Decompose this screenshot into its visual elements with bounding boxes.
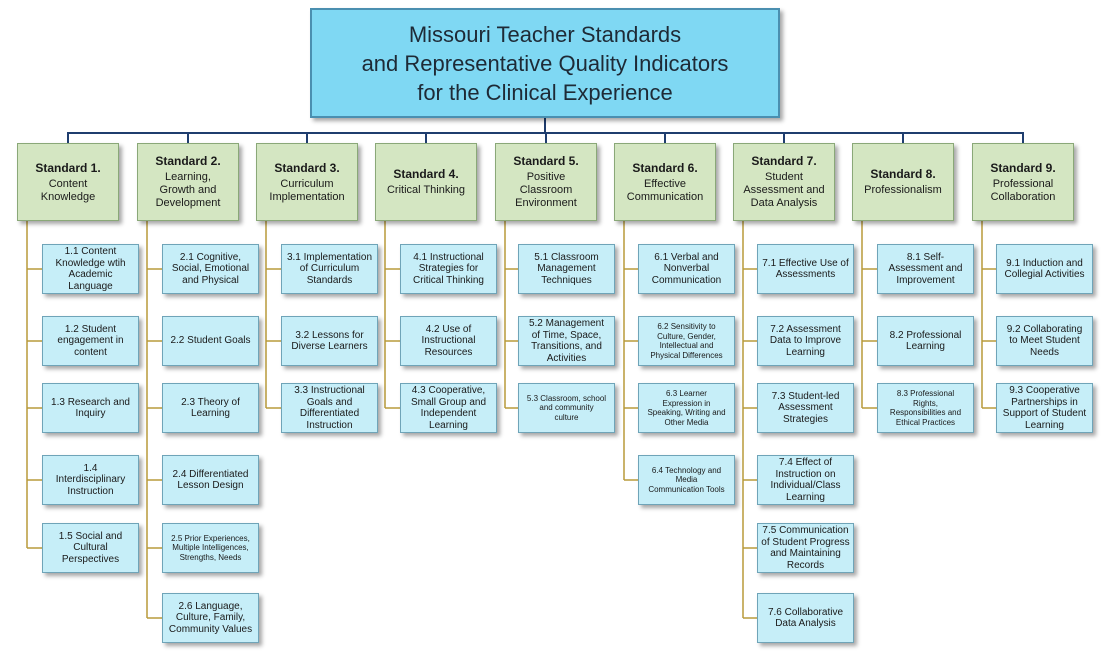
indicator-box bbox=[400, 383, 497, 433]
indicator-box bbox=[162, 455, 259, 505]
indicator-box bbox=[877, 244, 974, 294]
indicator-box bbox=[638, 455, 735, 505]
standard-box-9 bbox=[972, 143, 1074, 221]
indicator-text: 2.6 Language, Culture, Family, Community Values bbox=[168, 600, 253, 635]
indicator-text: 2.3 Theory of Learning bbox=[181, 396, 240, 419]
indicator-text: 2.1 Cognitive, Social, Emotional and Physical bbox=[171, 251, 250, 286]
indicator-text: 3.1 Implementation of Curriculum Standards bbox=[286, 251, 373, 286]
indicator-box bbox=[42, 383, 139, 433]
standard-name: Curriculum Implementation bbox=[269, 177, 345, 203]
title-box bbox=[310, 8, 780, 118]
indicator-text: 7.4 Effect of Instruction on Individual/Class Learning bbox=[770, 457, 841, 503]
standard-box-7 bbox=[733, 143, 835, 221]
indicator-text: 7.1 Effective Use of Assessments bbox=[762, 257, 849, 280]
indicator-text: 4.1 Instructional Strategies for Critical Thinking bbox=[413, 251, 484, 286]
title-line-2: and Representative Quality Indicators bbox=[361, 50, 729, 76]
standard-box-2 bbox=[137, 143, 239, 221]
standard-number: Standard 1. bbox=[35, 160, 101, 175]
standard-number: Standard 2. bbox=[155, 154, 221, 168]
standard-name: Positive Classroom Environment bbox=[515, 171, 577, 209]
indicator-text: 9.1 Induction and Collegial Activities bbox=[1004, 257, 1085, 280]
standard-name: Professional Collaboration bbox=[990, 177, 1056, 203]
indicator-box bbox=[162, 244, 259, 294]
title-line-3: for the Clinical Experience bbox=[417, 79, 673, 105]
standard-box-1 bbox=[17, 143, 119, 221]
indicator-text: 9.2 Collaborating to Meet Student Needs bbox=[1006, 323, 1083, 358]
indicator-box bbox=[757, 383, 854, 433]
indicator-box bbox=[757, 523, 854, 573]
indicator-box bbox=[518, 383, 615, 433]
standard-number: Standard 7. bbox=[751, 154, 817, 168]
indicator-text: 6.3 Learner Expression in Speaking, Writing and Other Media bbox=[647, 389, 726, 427]
indicator-box bbox=[281, 316, 378, 366]
indicator-text: 1.1 Content Knowledge wtih Academic Language bbox=[55, 246, 126, 292]
standard-box-4 bbox=[375, 143, 477, 221]
indicator-box bbox=[518, 316, 615, 366]
indicator-text: 3.2 Lessons for Diverse Learners bbox=[291, 329, 368, 352]
indicator-box bbox=[757, 455, 854, 505]
indicator-box bbox=[757, 593, 854, 643]
indicator-text: 2.2 Student Goals bbox=[170, 335, 251, 347]
standard-number: Standard 6. bbox=[632, 160, 698, 175]
standard-name: Student Assessment and Data Analysis bbox=[743, 171, 825, 209]
standard-number: Standard 4. bbox=[393, 167, 459, 181]
indicator-box bbox=[281, 383, 378, 433]
indicator-text: 5.3 Classroom, school and community culture bbox=[526, 393, 607, 422]
indicator-box bbox=[996, 383, 1093, 433]
indicator-text: 7.3 Student-led Assessment Strategies bbox=[771, 390, 840, 425]
standard-name: Critical Thinking bbox=[386, 184, 466, 196]
standard-box-3 bbox=[256, 143, 358, 221]
indicator-text: 1.3 Research and Inquiry bbox=[51, 396, 130, 419]
indicator-box bbox=[877, 316, 974, 366]
indicator-text: 2.5 Prior Experiences, Multiple Intelligences, Strengths, Needs bbox=[171, 533, 250, 562]
indicator-text: 7.6 Collaborative Data Analysis bbox=[767, 606, 844, 629]
indicator-text: 7.2 Assessment Data to Improve Learning bbox=[769, 323, 842, 358]
standard-number: Standard 5. bbox=[513, 154, 579, 168]
standard-number: Standard 8. bbox=[870, 167, 936, 181]
standard-name: Effective Communication bbox=[626, 177, 704, 203]
indicator-box bbox=[757, 244, 854, 294]
standard-box-6 bbox=[614, 143, 716, 221]
standard-number: Standard 9. bbox=[990, 160, 1056, 175]
indicator-text: 1.5 Social and Cultural Perspectives bbox=[58, 530, 123, 565]
indicator-box bbox=[638, 383, 735, 433]
indicator-box bbox=[757, 316, 854, 366]
indicator-box bbox=[638, 244, 735, 294]
indicator-box bbox=[996, 244, 1093, 294]
standard-number: Standard 3. bbox=[274, 160, 340, 175]
indicator-box bbox=[162, 316, 259, 366]
indicator-box bbox=[162, 383, 259, 433]
title-line-1: Missouri Teacher Standards bbox=[408, 21, 682, 47]
indicator-text: 6.4 Technology and Media Communication Tools bbox=[648, 465, 725, 494]
indicator-box bbox=[877, 383, 974, 433]
indicator-text: 4.3 Cooperative, Small Group and Independent Learning bbox=[410, 385, 487, 431]
indicator-text: 6.1 Verbal and Nonverbal Communication bbox=[651, 251, 722, 286]
indicator-box bbox=[42, 316, 139, 366]
indicator-text: 5.1 Classroom Management Techniques bbox=[534, 251, 599, 286]
indicator-text: 8.1 Self- Assessment and Improvement bbox=[888, 251, 963, 286]
standard-name: Learning, Growth and Development bbox=[155, 171, 221, 209]
indicator-box bbox=[42, 455, 139, 505]
indicator-text: 7.5 Communication of Student Progress and Maintaining Records bbox=[761, 525, 850, 571]
indicator-text: 8.2 Professional Learning bbox=[889, 329, 962, 352]
indicator-text: 2.4 Differentiated Lesson Design bbox=[172, 468, 249, 491]
standard-name: Professionalism bbox=[864, 184, 942, 196]
indicator-text: 9.3 Cooperative Partnerships in Support of Student Learning bbox=[1002, 385, 1087, 431]
indicator-box bbox=[42, 244, 139, 294]
indicator-box bbox=[996, 316, 1093, 366]
indicator-text: 1.2 Student engagement in content bbox=[57, 323, 124, 358]
indicator-text: 5.2 Management of Time, Space, Transitions, and Activities bbox=[528, 318, 605, 364]
indicator-box bbox=[518, 244, 615, 294]
standard-name: Content Knowledge bbox=[40, 177, 96, 203]
indicator-text: 1.4 Interdisciplinary Instruction bbox=[55, 462, 126, 497]
indicator-box bbox=[400, 244, 497, 294]
indicator-text: 3.3 Instructional Goals and Differentiated Instruction bbox=[294, 385, 365, 431]
indicator-text: 6.2 Sensitivity to Culture, Gender, Intellectual and Physical Differences bbox=[650, 322, 723, 360]
indicator-box bbox=[400, 316, 497, 366]
indicator-box bbox=[162, 593, 259, 643]
indicator-box bbox=[42, 523, 139, 573]
standard-box-5 bbox=[495, 143, 597, 221]
standard-box-8 bbox=[852, 143, 954, 221]
indicator-text: 4.2 Use of Instructional Resources bbox=[421, 323, 476, 358]
indicator-box bbox=[281, 244, 378, 294]
indicator-box bbox=[162, 523, 259, 573]
indicator-text: 8.3 Professional Rights, Responsibilities and Ethical Practices bbox=[889, 389, 962, 427]
indicator-box bbox=[638, 316, 735, 366]
